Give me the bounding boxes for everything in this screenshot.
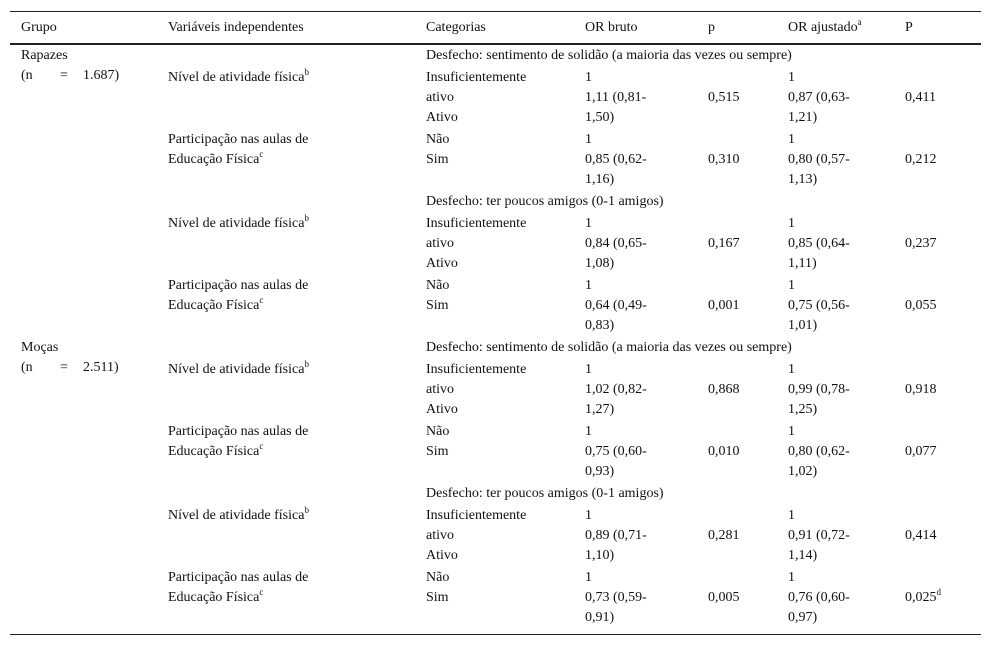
or-ajustado-value: 1,01) bbox=[788, 318, 818, 333]
category-label: Sim bbox=[426, 444, 449, 459]
category-label: Não bbox=[426, 570, 450, 585]
p-value: 0,001 bbox=[708, 298, 740, 313]
category-label: Ativo bbox=[426, 548, 458, 563]
category-label: Sim bbox=[426, 298, 449, 313]
category-label: Insuficientemente bbox=[426, 216, 527, 231]
or-bruto-value: 0,84 (0,65- bbox=[585, 236, 647, 251]
or-ajustado-value: 0,80 (0,57- bbox=[788, 152, 850, 167]
p-ajustado-value: 0,918 bbox=[905, 382, 937, 397]
or-bruto-value: 1 bbox=[585, 570, 592, 585]
category-label: Insuficientemente bbox=[426, 508, 527, 523]
or-bruto-value: 1,10) bbox=[585, 548, 615, 563]
p-ajustado-value: 0,212 bbox=[905, 152, 937, 167]
p-value: 0,281 bbox=[708, 528, 740, 543]
variable-name: Nível de atividade física$^b$ bbox=[168, 67, 309, 85]
outcome-label: Desfecho: ter poucos amigos (0-1 amigos) bbox=[426, 486, 664, 501]
variable-footnote: b bbox=[304, 67, 309, 77]
or-bruto-value: 1,27) bbox=[585, 402, 615, 417]
header-p2: P bbox=[905, 20, 913, 35]
or-ajustado-value: 1,25) bbox=[788, 402, 818, 417]
variable-footnote: c bbox=[259, 295, 264, 305]
or-ajustado-value: 1 bbox=[788, 570, 795, 585]
or-bruto-value: 1,50) bbox=[585, 110, 615, 125]
group-n-equals: = bbox=[60, 68, 68, 83]
or-ajustado-value: 0,97) bbox=[788, 610, 818, 625]
table-header bbox=[10, 12, 981, 45]
group-n-equals: = bbox=[60, 360, 68, 375]
category-label: Não bbox=[426, 424, 450, 439]
variable-name: Nível de atividade física$^b$ bbox=[168, 359, 309, 377]
or-bruto-value: 1 bbox=[585, 362, 592, 377]
or-bruto-value: 0,64 (0,49- bbox=[585, 298, 647, 313]
header-p: p bbox=[708, 20, 715, 35]
category-label: Não bbox=[426, 132, 450, 147]
p-ajustado-value: 0,411 bbox=[905, 90, 936, 105]
p-value: 0,310 bbox=[708, 152, 740, 167]
or-ajustado-value: 1,21) bbox=[788, 110, 818, 125]
or-bruto-value: 0,91) bbox=[585, 610, 615, 625]
variable-footnote: c bbox=[259, 149, 264, 159]
category-label: Não bbox=[426, 278, 450, 293]
or-bruto-value: 0,73 (0,59- bbox=[585, 590, 647, 605]
variable-name-cont: Educação Física$^c$ bbox=[168, 295, 264, 313]
or-bruto-value: 0,75 (0,60- bbox=[585, 444, 647, 459]
or-bruto-value: 0,93) bbox=[585, 464, 615, 479]
p-ajustado-value: 0,237 bbox=[905, 236, 937, 251]
outcome-label: Desfecho: sentimento de solidão (a maioria das vezes ou sempre) bbox=[426, 48, 792, 63]
or-bruto-value: 1 bbox=[585, 70, 592, 85]
category-label: Sim bbox=[426, 590, 449, 605]
category-label: ativo bbox=[426, 382, 454, 397]
or-ajustado-value: 0,87 (0,63- bbox=[788, 90, 850, 105]
or-ajustado-value: 0,85 (0,64- bbox=[788, 236, 850, 251]
or-ajustado-value: 0,75 (0,56- bbox=[788, 298, 850, 313]
header-categorias: Categorias bbox=[426, 20, 486, 35]
or-bruto-value: 0,89 (0,71- bbox=[585, 528, 647, 543]
or-ajustado-value: 1,13) bbox=[788, 172, 818, 187]
variable-footnote: b bbox=[304, 359, 309, 369]
group-n-value: 1.687) bbox=[83, 68, 120, 83]
or-bruto-value: 1 bbox=[585, 132, 592, 147]
or-bruto-value: 1 bbox=[585, 508, 592, 523]
header-or-ajustado: OR ajustado$^a$ bbox=[788, 17, 862, 35]
or-bruto-value: 1 bbox=[585, 424, 592, 439]
or-ajustado-value: 1 bbox=[788, 216, 795, 231]
header-variaveis: Variáveis independentes bbox=[168, 20, 304, 35]
or-ajustado-value: 1 bbox=[788, 70, 795, 85]
variable-name: Nível de atividade física$^b$ bbox=[168, 213, 309, 231]
header-or-bruto: OR bruto bbox=[585, 20, 638, 35]
category-label: Insuficientemente bbox=[426, 70, 527, 85]
category-label: Ativo bbox=[426, 110, 458, 125]
category-label: Insuficientemente bbox=[426, 362, 527, 377]
variable-name: Participação nas aulas de bbox=[168, 570, 309, 585]
group-name: Rapazes bbox=[21, 48, 68, 63]
or-ajustado-value: 0,80 (0,62- bbox=[788, 444, 850, 459]
variable-footnote: c bbox=[259, 587, 264, 597]
header-or-ajustado-footnote: a bbox=[857, 17, 862, 27]
or-bruto-value: 1 bbox=[585, 216, 592, 231]
p-ajustado-footnote: d bbox=[936, 587, 941, 597]
variable-name: Participação nas aulas de bbox=[168, 278, 309, 293]
variable-name-cont: Educação Física$^c$ bbox=[168, 149, 264, 167]
group-n-label: (n bbox=[21, 68, 33, 83]
or-ajustado-value: 1 bbox=[788, 362, 795, 377]
variable-name: Nível de atividade física$^b$ bbox=[168, 505, 309, 523]
outcome-label: Desfecho: ter poucos amigos (0-1 amigos) bbox=[426, 194, 664, 209]
variable-name-cont: Educação Física$^c$ bbox=[168, 587, 264, 605]
or-ajustado-value: 1 bbox=[788, 278, 795, 293]
variable-footnote: c bbox=[259, 441, 264, 451]
p-value: 0,010 bbox=[708, 444, 740, 459]
variable-name: Participação nas aulas de bbox=[168, 424, 309, 439]
category-label: ativo bbox=[426, 236, 454, 251]
or-bruto-value: 1,08) bbox=[585, 256, 615, 271]
p-value: 0,167 bbox=[708, 236, 740, 251]
or-bruto-value: 1 bbox=[585, 278, 592, 293]
or-ajustado-value: 1,14) bbox=[788, 548, 818, 563]
or-bruto-value: 1,11 (0,81- bbox=[585, 90, 647, 105]
category-label: Ativo bbox=[426, 256, 458, 271]
or-ajustado-value: 0,91 (0,72- bbox=[788, 528, 850, 543]
p-value: 0,005 bbox=[708, 590, 740, 605]
p-ajustado-value: 0,055 bbox=[905, 298, 937, 313]
or-ajustado-value: 0,99 (0,78- bbox=[788, 382, 850, 397]
or-ajustado-value: 1 bbox=[788, 508, 795, 523]
or-ajustado-value: 1,11) bbox=[788, 256, 817, 271]
category-label: Ativo bbox=[426, 402, 458, 417]
p-ajustado-value: 0,414 bbox=[905, 528, 937, 543]
or-ajustado-value: 0,76 (0,60- bbox=[788, 590, 850, 605]
outcome-label: Desfecho: sentimento de solidão (a maioria das vezes ou sempre) bbox=[426, 340, 792, 355]
p-value: 0,868 bbox=[708, 382, 740, 397]
variable-name: Participação nas aulas de bbox=[168, 132, 309, 147]
or-ajustado-value: 1 bbox=[788, 132, 795, 147]
group-name: Moças bbox=[21, 340, 59, 355]
variable-footnote: b bbox=[304, 213, 309, 223]
header-grupo: Grupo bbox=[21, 20, 57, 35]
variable-footnote: b bbox=[304, 505, 309, 515]
p-ajustado-value: 0,077 bbox=[905, 444, 937, 459]
category-label: ativo bbox=[426, 528, 454, 543]
variable-name-cont: Educação Física$^c$ bbox=[168, 441, 264, 459]
results-table bbox=[10, 11, 981, 635]
or-bruto-value: 0,85 (0,62- bbox=[585, 152, 647, 167]
group-n-value: 2.511) bbox=[83, 360, 119, 375]
p-ajustado-value: 0,025$^d$ bbox=[905, 587, 941, 605]
or-bruto-value: 1,02 (0,82- bbox=[585, 382, 647, 397]
p-value: 0,515 bbox=[708, 90, 740, 105]
or-ajustado-value: 1,02) bbox=[788, 464, 818, 479]
group-n-label: (n bbox=[21, 360, 33, 375]
or-bruto-value: 0,83) bbox=[585, 318, 615, 333]
category-label: ativo bbox=[426, 90, 454, 105]
category-label: Sim bbox=[426, 152, 449, 167]
or-ajustado-value: 1 bbox=[788, 424, 795, 439]
or-bruto-value: 1,16) bbox=[585, 172, 615, 187]
